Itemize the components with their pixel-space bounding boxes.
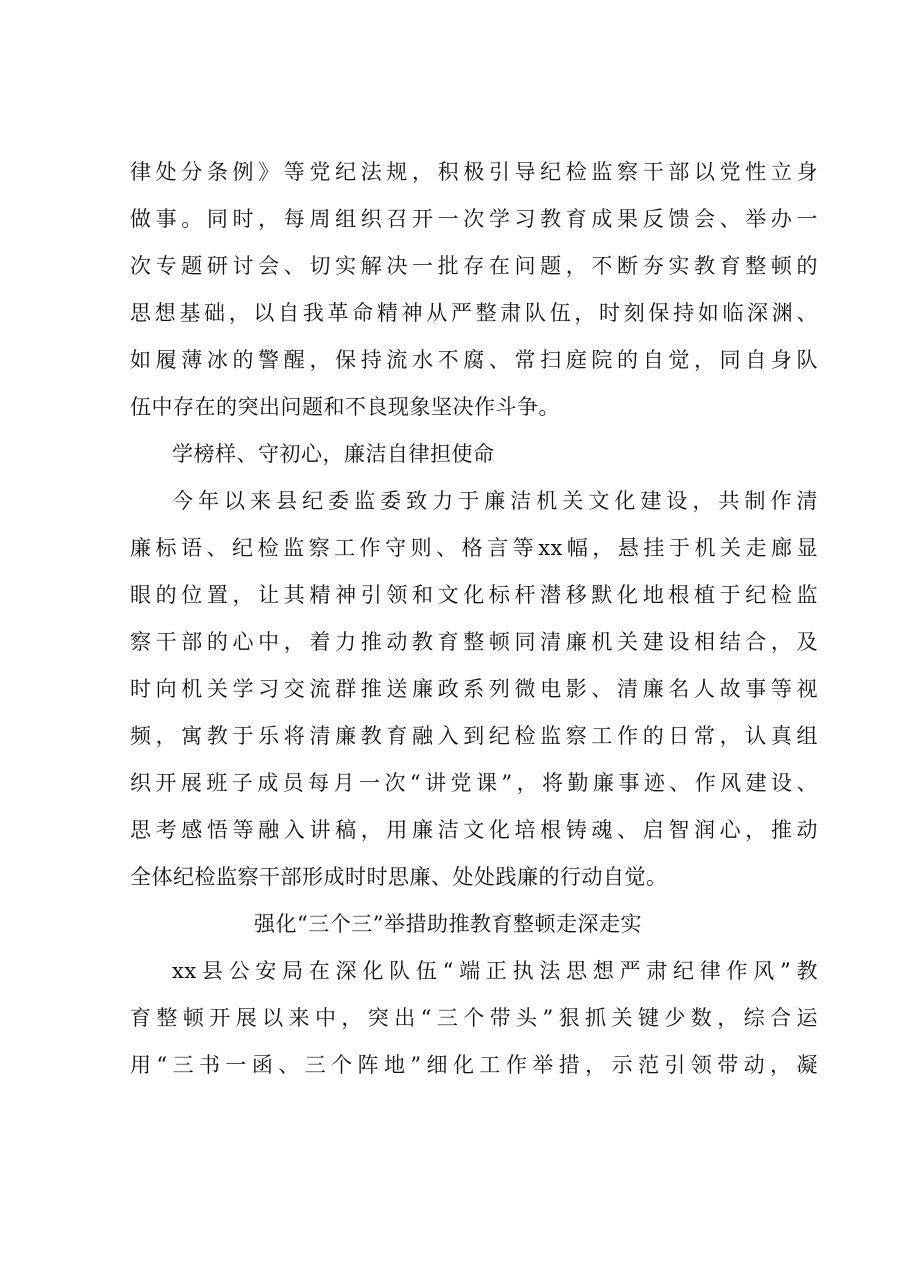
paragraph-line: 廉标语、纪检监察工作守则、格言等xx幅，悬挂于机关走廊显 [130, 536, 818, 560]
paragraph-line: 做事。同时，每周组织召开一次学习教育成果反馈会、举办一 [130, 207, 818, 231]
paragraph-line: 伍中存在的突出问题和不良现象坚决作斗争。 [130, 395, 560, 419]
paragraph-line: 察干部的心中，着力推动教育整顿同清廉机关建设相结合，及 [130, 630, 818, 654]
paragraph-line: 织开展班子成员每月一次“讲党课”，将勤廉事迹、作风建设、 [130, 771, 818, 795]
paragraph-line: 全体纪检监察干部形成时时思廉、处处践廉的行动自觉。 [130, 865, 668, 889]
paragraph-line: 频，寓教于乐将清廉教育融入到纪检监察工作的日常，认真组 [130, 724, 818, 748]
paragraph-line: 思考感悟等融入讲稿，用廉洁文化培根铸魂、启智润心，推动 [130, 818, 818, 842]
paragraph-line: 时向机关学习交流群推送廉政系列微电影、清廉名人故事等视 [130, 677, 818, 701]
paragraph-line: 今年以来县纪委监委致力于廉洁机关文化建设，共制作清 [172, 489, 818, 513]
section-heading: 学榜样、守初心，廉洁自律担使命 [172, 442, 495, 466]
paragraph-line: 思想基础，以自我革命精神从严整肃队伍，时刻保持如临深渊、 [130, 301, 818, 325]
paragraph-line: 眼的位置，让其精神引领和文化标杆潜移默化地根植于纪检监 [130, 583, 818, 607]
paragraph-line: xx县公安局在深化队伍“端正执法思想严肃纪律作风”教 [172, 959, 818, 983]
paragraph-line: 如履薄冰的警醒，保持流水不腐、常扫庭院的自觉，同自身队 [130, 348, 818, 372]
section-heading: 强化“三个三”举措助推教育整顿走深走实 [254, 912, 642, 936]
paragraph-line: 次专题研讨会、切实解决一批存在问题，不断夯实教育整顿的 [130, 254, 818, 278]
paragraph-line: 育整顿开展以来中，突出“三个带头”狠抓关键少数，综合运 [130, 1006, 818, 1030]
paragraph-line: 律处分条例》等党纪法规，积极引导纪检监察干部以党性立身 [130, 160, 818, 184]
paragraph-line: 用“三书一函、三个阵地”细化工作举措，示范引领带动，凝 [130, 1053, 818, 1077]
